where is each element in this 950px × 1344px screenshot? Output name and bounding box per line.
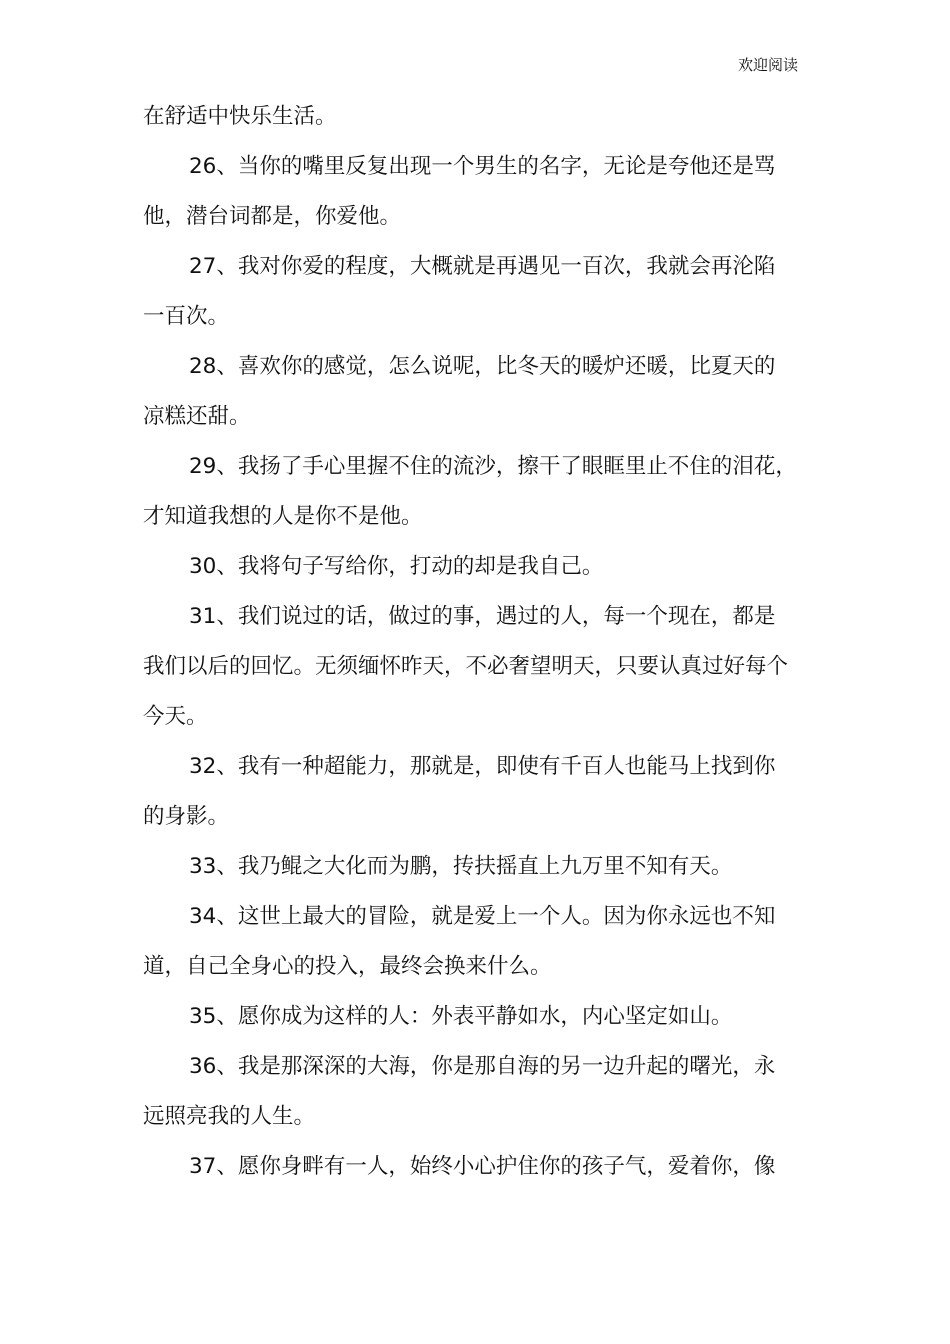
text-line: 他，潜台词都是，你爱他。: [143, 204, 402, 229]
text-line: 道，自己全身心的投入，最终会换来什么。: [143, 954, 552, 979]
text-line: 29、我扬了手心里握不住的流沙，擦干了眼眶里止不住的泪花，: [189, 454, 797, 479]
document-body: [143, 95, 819, 1195]
text-line: 我们以后的回忆。无须缅怀昨天，不必奢望明天，只要认真过好每个: [143, 654, 789, 679]
text-line: 36、我是那深深的大海，你是那自海的另一边升起的曙光，永: [189, 1054, 776, 1079]
text-line: 远照亮我的人生。: [143, 1104, 316, 1129]
text-line: 31、我们说过的话，做过的事，遇过的人，每一个现在，都是: [189, 604, 776, 629]
text-line: 26、当你的嘴里反复出现一个男生的名字，无论是夸他还是骂: [189, 154, 776, 179]
text-line: 凉糕还甜。: [143, 404, 251, 429]
text-line: 35、愿你成为这样的人：外表平静如水，内心坚定如山。: [189, 1004, 733, 1029]
text-line: 一百次。: [143, 304, 230, 329]
text-line: 33、我乃鲲之大化而为鹏，抟扶摇直上九万里不知有天。: [189, 854, 733, 879]
page-header: 欢迎阅读: [737, 56, 798, 74]
text-line: 30、我将句子写给你，打动的却是我自己。: [189, 554, 604, 579]
text-line: 在舒适中快乐生活。: [143, 104, 337, 129]
text-line: 今天。: [143, 704, 208, 729]
text-line: 28、喜欢你的感觉，怎么说呢，比冬天的暖炉还暖，比夏天的: [189, 354, 776, 379]
text-line: 32、我有一种超能力，那就是，即使有千百人也能马上找到你: [189, 754, 776, 779]
text-line: 才知道我想的人是你不是他。: [143, 504, 423, 529]
text-line: 27、我对你爱的程度，大概就是再遇见一百次，我就会再沦陷: [189, 254, 776, 279]
text-line: 37、愿你身畔有一人，始终小心护住你的孩子气，爱着你，像: [189, 1154, 776, 1179]
text-line: 34、这世上最大的冒险，就是爱上一个人。因为你永远也不知: [189, 904, 776, 929]
text-line: 的身影。: [143, 804, 230, 829]
